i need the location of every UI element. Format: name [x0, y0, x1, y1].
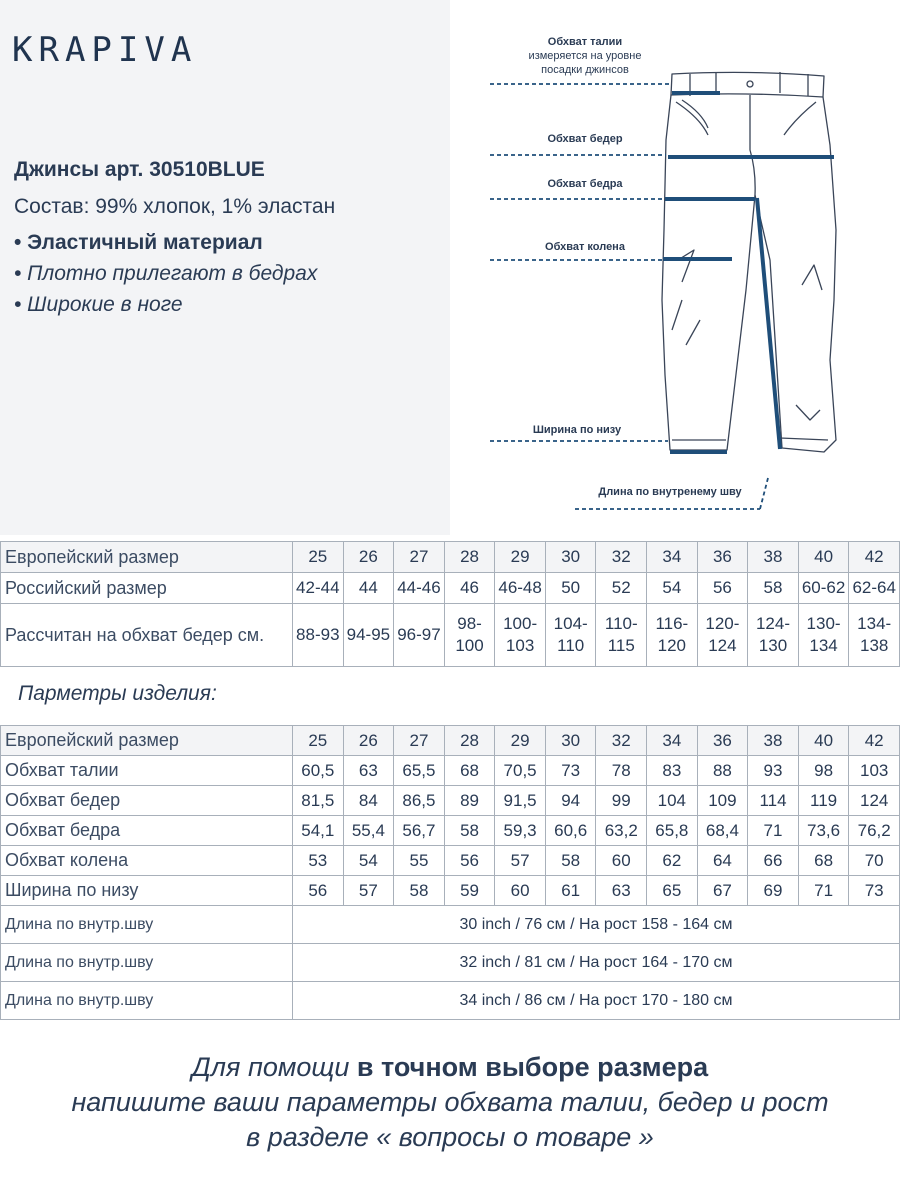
table-cell: 124-130 — [748, 604, 799, 667]
product-info-panel — [0, 0, 450, 535]
help-text-bold: в точном выборе размера — [356, 1052, 709, 1082]
params-title: Парметры изделия: — [18, 682, 217, 705]
table-cell: 71 — [748, 816, 799, 846]
table-cell: 63 — [596, 876, 647, 906]
table-cell: 62 — [647, 846, 698, 876]
table-cell: 29 — [495, 542, 546, 573]
table-cell: 63,2 — [596, 816, 647, 846]
table-cell: 52 — [596, 573, 647, 604]
table-cell: 42 — [849, 542, 900, 573]
table-cell: 58 — [444, 816, 495, 846]
feature-list — [14, 227, 317, 320]
waist-note: измеряется на уровне — [528, 50, 642, 62]
table-cell: 68,4 — [697, 816, 748, 846]
table-cell: 86,5 — [394, 786, 445, 816]
table-cell: 40 — [798, 726, 849, 756]
table-cell: 58 — [748, 573, 799, 604]
table-cell: 44-46 — [394, 573, 445, 604]
table-cell: 50 — [545, 573, 596, 604]
row-label: Европейский размер — [1, 726, 293, 756]
table-cell: 36 — [697, 726, 748, 756]
row-label: Российский размер — [1, 573, 293, 604]
table-cell: 100-103 — [495, 604, 546, 667]
table-cell: 98-100 — [444, 604, 495, 667]
inseam-label: Длина по внутренему шву — [598, 486, 742, 498]
table-row — [1, 846, 900, 876]
knee-label: Обхват колена — [545, 241, 625, 253]
product-params-table — [0, 725, 900, 1020]
table-cell: 58 — [394, 876, 445, 906]
help-line-1 — [0, 1050, 900, 1085]
table-cell: 70,5 — [495, 756, 546, 786]
table-cell: 30 — [545, 726, 596, 756]
length-value: 34 inch / 86 см / На рост 170 - 180 см — [293, 982, 900, 1020]
table-cell: 76,2 — [849, 816, 900, 846]
table-row — [1, 573, 900, 604]
table-cell: 42 — [849, 726, 900, 756]
row-label: Обхват бедер — [1, 786, 293, 816]
table-cell: 66 — [748, 846, 799, 876]
product-title: Джинсы арт. 30510BLUE — [14, 158, 265, 181]
row-label: Длина по внутр.шву — [1, 906, 293, 944]
table-cell: 56 — [444, 846, 495, 876]
table-cell: 91,5 — [495, 786, 546, 816]
table-cell: 56 — [293, 876, 344, 906]
table-cell: 134-138 — [849, 604, 900, 667]
row-label: Обхват колена — [1, 846, 293, 876]
table-cell: 73 — [849, 876, 900, 906]
table-cell: 65,5 — [394, 756, 445, 786]
hem-label: Ширина по низу — [532, 424, 622, 436]
table-cell: 54 — [343, 846, 394, 876]
length-row — [1, 906, 900, 944]
table-cell: 46 — [444, 573, 495, 604]
length-row — [1, 944, 900, 982]
row-label: Обхват бедра — [1, 816, 293, 846]
table-cell: 89 — [444, 786, 495, 816]
table-cell: 78 — [596, 756, 647, 786]
table-cell: 57 — [343, 876, 394, 906]
table-row — [1, 786, 900, 816]
table-cell: 104 — [647, 786, 698, 816]
table-cell: 38 — [748, 726, 799, 756]
table-cell: 56 — [697, 573, 748, 604]
table-cell: 36 — [697, 542, 748, 573]
table-cell: 60 — [596, 846, 647, 876]
table-cell: 71 — [798, 876, 849, 906]
table-cell: 110-115 — [596, 604, 647, 667]
table-cell: 54,1 — [293, 816, 344, 846]
table-cell: 27 — [394, 726, 445, 756]
table-cell: 46-48 — [495, 573, 546, 604]
table-cell: 57 — [495, 846, 546, 876]
table-cell: 68 — [798, 846, 849, 876]
table-cell: 58 — [545, 846, 596, 876]
table-cell: 26 — [343, 726, 394, 756]
row-label: Обхват талии — [1, 756, 293, 786]
table-cell: 54 — [647, 573, 698, 604]
table-cell: 99 — [596, 786, 647, 816]
table-cell: 130-134 — [798, 604, 849, 667]
table-cell: 83 — [647, 756, 698, 786]
help-line-2: напишите ваши параметры обхвата талии, бедер и рост — [71, 1087, 829, 1117]
table-cell: 64 — [697, 846, 748, 876]
table-cell: 124 — [849, 786, 900, 816]
table-cell: 55 — [394, 846, 445, 876]
table-cell: 73 — [545, 756, 596, 786]
table-cell: 32 — [596, 726, 647, 756]
table-cell: 42-44 — [293, 573, 344, 604]
table-row — [1, 604, 900, 667]
table-row — [1, 816, 900, 846]
table-cell: 38 — [748, 542, 799, 573]
jeans-illustration — [450, 0, 900, 535]
table-cell: 26 — [343, 542, 394, 573]
row-label: Европейский размер — [1, 542, 293, 573]
help-line-3: в разделе « вопросы о товаре » — [246, 1122, 654, 1152]
feature-item: • Плотно прилегают в бедрах — [14, 262, 318, 285]
table-cell: 60,5 — [293, 756, 344, 786]
table-cell: 88 — [697, 756, 748, 786]
length-value: 32 inch / 81 см / На рост 164 - 170 см — [293, 944, 900, 982]
table-cell: 29 — [495, 726, 546, 756]
table-cell: 70 — [849, 846, 900, 876]
table-cell: 104-110 — [545, 604, 596, 667]
table-cell: 34 — [647, 542, 698, 573]
feature-item: • Эластичный материал — [14, 231, 263, 254]
row-label: Ширина по низу — [1, 876, 293, 906]
table-cell: 109 — [697, 786, 748, 816]
jeans-measurement-diagram — [450, 0, 900, 535]
table-cell: 68 — [444, 756, 495, 786]
table-cell: 28 — [444, 542, 495, 573]
product-composition: Состав: 99% хлопок, 1% эластан — [14, 195, 336, 218]
table-cell: 32 — [596, 542, 647, 573]
table-cell: 96-97 — [394, 604, 445, 667]
table-cell: 65 — [647, 876, 698, 906]
table-cell: 55,4 — [343, 816, 394, 846]
table-row — [1, 756, 900, 786]
table-cell: 53 — [293, 846, 344, 876]
table-cell: 34 — [647, 726, 698, 756]
table-cell: 44 — [343, 573, 394, 604]
table-cell: 25 — [293, 542, 344, 573]
hips-label: Обхват бедер — [547, 133, 623, 145]
table-cell: 88-93 — [293, 604, 344, 667]
table-cell: 69 — [748, 876, 799, 906]
table-cell: 98 — [798, 756, 849, 786]
table-row — [1, 876, 900, 906]
table-cell: 114 — [748, 786, 799, 816]
table-cell: 63 — [343, 756, 394, 786]
table-cell: 40 — [798, 542, 849, 573]
length-value: 30 inch / 76 см / На рост 158 - 164 см — [293, 906, 900, 944]
feature-item: • Широкие в ноге — [14, 293, 183, 316]
table-cell: 27 — [394, 542, 445, 573]
row-label: Длина по внутр.шву — [1, 944, 293, 982]
table-cell: 94-95 — [343, 604, 394, 667]
table-row — [1, 542, 900, 573]
table-cell: 56,7 — [394, 816, 445, 846]
table-cell: 59,3 — [495, 816, 546, 846]
row-label: Длина по внутр.шву — [1, 982, 293, 1020]
table-cell: 81,5 — [293, 786, 344, 816]
waist-note: посадки джинсов — [541, 64, 629, 76]
table-cell: 60-62 — [798, 573, 849, 604]
table-cell: 60,6 — [545, 816, 596, 846]
table-row — [1, 726, 900, 756]
table-cell: 28 — [444, 726, 495, 756]
table-cell: 116-120 — [647, 604, 698, 667]
length-row — [1, 982, 900, 1020]
table-cell: 84 — [343, 786, 394, 816]
table-cell: 60 — [495, 876, 546, 906]
table-cell: 25 — [293, 726, 344, 756]
table-cell: 120-124 — [697, 604, 748, 667]
brand-logo: KRAPIVA — [12, 30, 198, 70]
table-cell: 93 — [748, 756, 799, 786]
waist-label: Обхват талии — [547, 36, 623, 48]
table-cell: 67 — [697, 876, 748, 906]
size-conversion-table — [0, 541, 900, 667]
table-cell: 119 — [798, 786, 849, 816]
help-message — [0, 1050, 900, 1155]
table-cell: 59 — [444, 876, 495, 906]
table-cell: 62-64 — [849, 573, 900, 604]
table-cell: 94 — [545, 786, 596, 816]
table-cell: 73,6 — [798, 816, 849, 846]
table-cell: 30 — [545, 542, 596, 573]
help-text: Для помощи — [191, 1052, 350, 1082]
row-label: Рассчитан на обхват бедер см. — [1, 604, 293, 667]
table-cell: 65,8 — [647, 816, 698, 846]
thigh-label: Обхват бедра — [547, 178, 623, 190]
table-cell: 103 — [849, 756, 900, 786]
table-cell: 61 — [545, 876, 596, 906]
